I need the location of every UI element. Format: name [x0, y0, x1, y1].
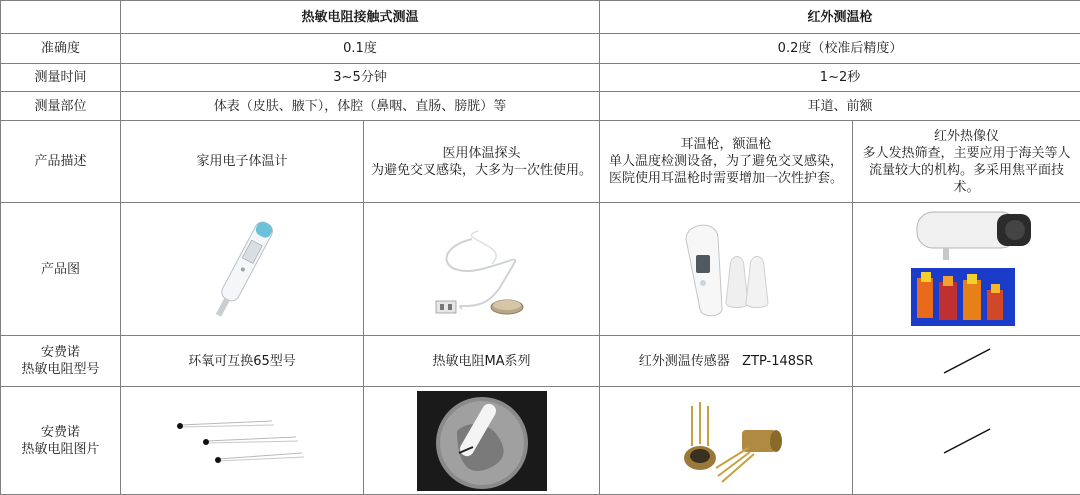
row-sensor-picture [1, 387, 1080, 495]
empty-slash-icon [942, 347, 992, 375]
row-accuracy [1, 34, 1080, 64]
sensor-image-epoxy [121, 387, 364, 495]
row-label-accuracy: 准确度 [1, 34, 121, 64]
model-thermal-empty [853, 336, 1080, 387]
desc-thermal-body: 多人发热筛查，主要应用于海关等人流量较大的机构。多采用焦平面技术。 [857, 145, 1076, 196]
desc-thermal-title: 红外热像仪 [857, 128, 1076, 145]
row-model [1, 336, 1080, 387]
desc-probe [364, 121, 600, 203]
digital-thermometer-image [182, 209, 302, 329]
desc-probe-body: 为避免交叉感染，大多为一次性使用。 [368, 162, 595, 179]
time-infrared: 1~2秒 [600, 64, 1080, 92]
time-contact: 3~5分钟 [121, 64, 600, 92]
row-label-pic-line1: 安费诺 [5, 424, 116, 441]
row-label-model [1, 336, 121, 387]
desc-thermal [853, 121, 1080, 203]
row-time [1, 64, 1080, 92]
row-label-pic-line2: 热敏电阻图片 [5, 441, 116, 458]
desc-probe-title: 医用体温探头 [368, 145, 595, 162]
row-label-model-line1: 安费诺 [5, 344, 116, 361]
sensor-image-ir [600, 387, 853, 495]
row-description [1, 121, 1080, 203]
ear-thermometer-image [666, 209, 786, 329]
row-label-time: 测量时间 [1, 64, 121, 92]
ma-thermistor-on-coin-image [417, 391, 547, 491]
desc-home: 家用电子体温计 [121, 121, 364, 203]
corner-cell [1, 1, 121, 34]
product-image-thermal-camera [853, 203, 1080, 336]
desc-ear [600, 121, 853, 203]
product-image-ear-thermometer [600, 203, 853, 336]
thermal-camera-image [887, 206, 1047, 332]
row-label-sensor-picture [1, 387, 121, 495]
epoxy-thermistor-image [172, 411, 312, 471]
row-site [1, 92, 1080, 121]
row-label-site: 测量部位 [1, 92, 121, 121]
model-home: 环氧可互换65型号 [121, 336, 364, 387]
header-row [1, 1, 1080, 34]
header-contact: 热敏电阻接触式测温 [121, 1, 600, 34]
empty-slash-icon [942, 427, 992, 455]
site-infrared: 耳道、前额 [600, 92, 1080, 121]
sensor-image-ma [364, 387, 600, 495]
ir-sensor-ztp-image [656, 396, 796, 486]
row-product-image [1, 203, 1080, 336]
sensor-thermal-empty [853, 387, 1080, 495]
model-probe: 热敏电阻MA系列 [364, 336, 600, 387]
header-infrared: 红外测温枪 [600, 1, 1080, 34]
model-ear: 红外测温传感器 ZTP-148SR [600, 336, 853, 387]
accuracy-infrared: 0.2度（校准后精度） [600, 34, 1080, 64]
row-label-model-line2: 热敏电阻型号 [5, 361, 116, 378]
desc-ear-title: 耳温枪，额温枪 [604, 136, 848, 153]
product-image-thermometer [121, 203, 364, 336]
accuracy-contact: 0.1度 [121, 34, 600, 64]
product-image-probe [364, 203, 600, 336]
site-contact: 体表（皮肤、腋下），体腔（鼻咽、直肠、膀胱）等 [121, 92, 600, 121]
row-label-product-image: 产品图 [1, 203, 121, 336]
desc-ear-body: 单人温度检测设备，为了避免交叉感染，医院使用耳温枪时需要增加一次性护套。 [604, 153, 848, 187]
medical-probe-image [412, 209, 552, 329]
row-label-description: 产品描述 [1, 121, 121, 203]
